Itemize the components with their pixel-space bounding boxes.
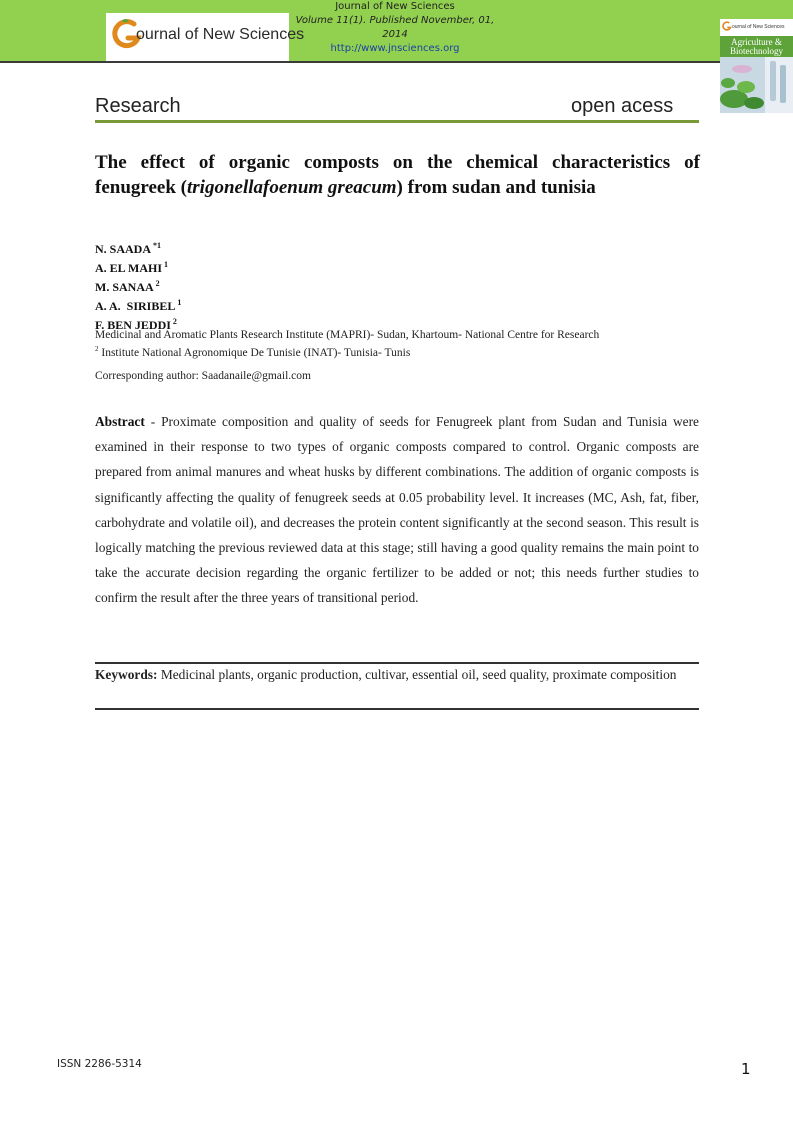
author-name: M. SANAA: [95, 280, 154, 294]
affiliation-2: [95, 342, 599, 360]
author-sup: 2: [172, 317, 177, 326]
author-list: [95, 238, 181, 333]
affiliation-1: Medicinal and Aromatic Plants Research Institute (MAPRI)- Sudan, Khartoum- National Centre for Research: [95, 329, 600, 341]
title-part1: The effect of organic composts on the chemical characteristics of fenugreek (: [95, 152, 700, 198]
journal-logo[interactable]: [106, 13, 305, 61]
thumbnail-line2: Biotechnology: [730, 46, 783, 56]
author: [95, 295, 181, 314]
thumbnail-line1: Agriculture &: [731, 37, 782, 47]
author-name: N. SAADA: [95, 242, 152, 256]
issn: ISSN 2286-5314: [57, 1058, 142, 1070]
mini-g-logo-icon: [722, 21, 732, 32]
journal-url-link[interactable]: http://www.jnsciences.org: [330, 43, 460, 54]
author-sup: *1: [153, 241, 162, 250]
keywords: [95, 663, 699, 687]
abstract-text: - Proximate composition and quality of seeds for Fenugreek plant from Sudan and Tunisia were examined in their response to two types of organic composts compared to control. Organic composts are prepared from animal manures and wheat husks by different combinations. The addition of organic composts is significantly affecting the quality of fenugreek seeds at 0.05 probability level. It increases (MC, Ash, fat, fiber, carbohydrate and volatile oil), and decreases the protein content significantly at the second season. This result is logically matching the previous reviewed data at this stage; still having a good quality remains the main point to take the accurate decision regarding the organic fertilizer to be added or not; this needs further studies to confirm the result after the three years of transitional period.: [95, 414, 699, 606]
logo-text: ournal of New Sciences: [136, 26, 305, 43]
corresponding-author: Corresponding author: Saadanaile@gmail.com: [95, 370, 311, 382]
keywords-label: Keywords:: [95, 667, 158, 682]
author-sup: 1: [164, 260, 169, 269]
cover-thumbnail[interactable]: [720, 19, 793, 113]
open-access-label: open acess: [571, 95, 674, 117]
author: [95, 257, 181, 276]
thumbnail-header: [720, 19, 793, 36]
author-name: A. A. SIRIBEL: [95, 299, 176, 313]
title-part2: ) from sudan and tunisia: [396, 177, 596, 198]
keywords-rule-bottom: [95, 708, 699, 710]
affiliation-2-text: Institute National Agronomique De Tunisie (INAT)- Tunisia- Tunis: [98, 346, 411, 359]
title-italic: trigonellafoenum greacum: [187, 177, 397, 198]
author-name: F. BEN JEDDI: [95, 318, 171, 332]
author: [95, 276, 181, 295]
plant-image: [720, 57, 793, 113]
header-rule: [0, 61, 793, 63]
paper-title: [95, 150, 700, 200]
journal-name: Journal of New Sciences: [335, 1, 455, 12]
page-number: 1: [741, 1060, 751, 1078]
author-sup: 2: [155, 279, 160, 288]
thumbnail-logo-text: ournal of New Sciences: [732, 24, 785, 30]
abstract: [95, 409, 699, 611]
abstract-label: Abstract: [95, 414, 145, 429]
affiliation-sup: 2: [95, 345, 99, 353]
volume-line: Volume 11(1). Published November, 01, 2014: [295, 15, 495, 40]
article-type-label: Research: [95, 95, 181, 117]
author: [95, 238, 181, 257]
author-name: A. EL MAHI: [95, 261, 163, 275]
author-sup: 1: [177, 298, 182, 307]
keywords-text: Medicinal plants, organic production, cultivar, essential oil, seed quality, proximate composition: [157, 667, 677, 682]
section-rule: [95, 120, 699, 123]
journal-info: [290, 0, 500, 56]
thumbnail-title: [720, 36, 793, 57]
affiliations: [95, 328, 599, 360]
